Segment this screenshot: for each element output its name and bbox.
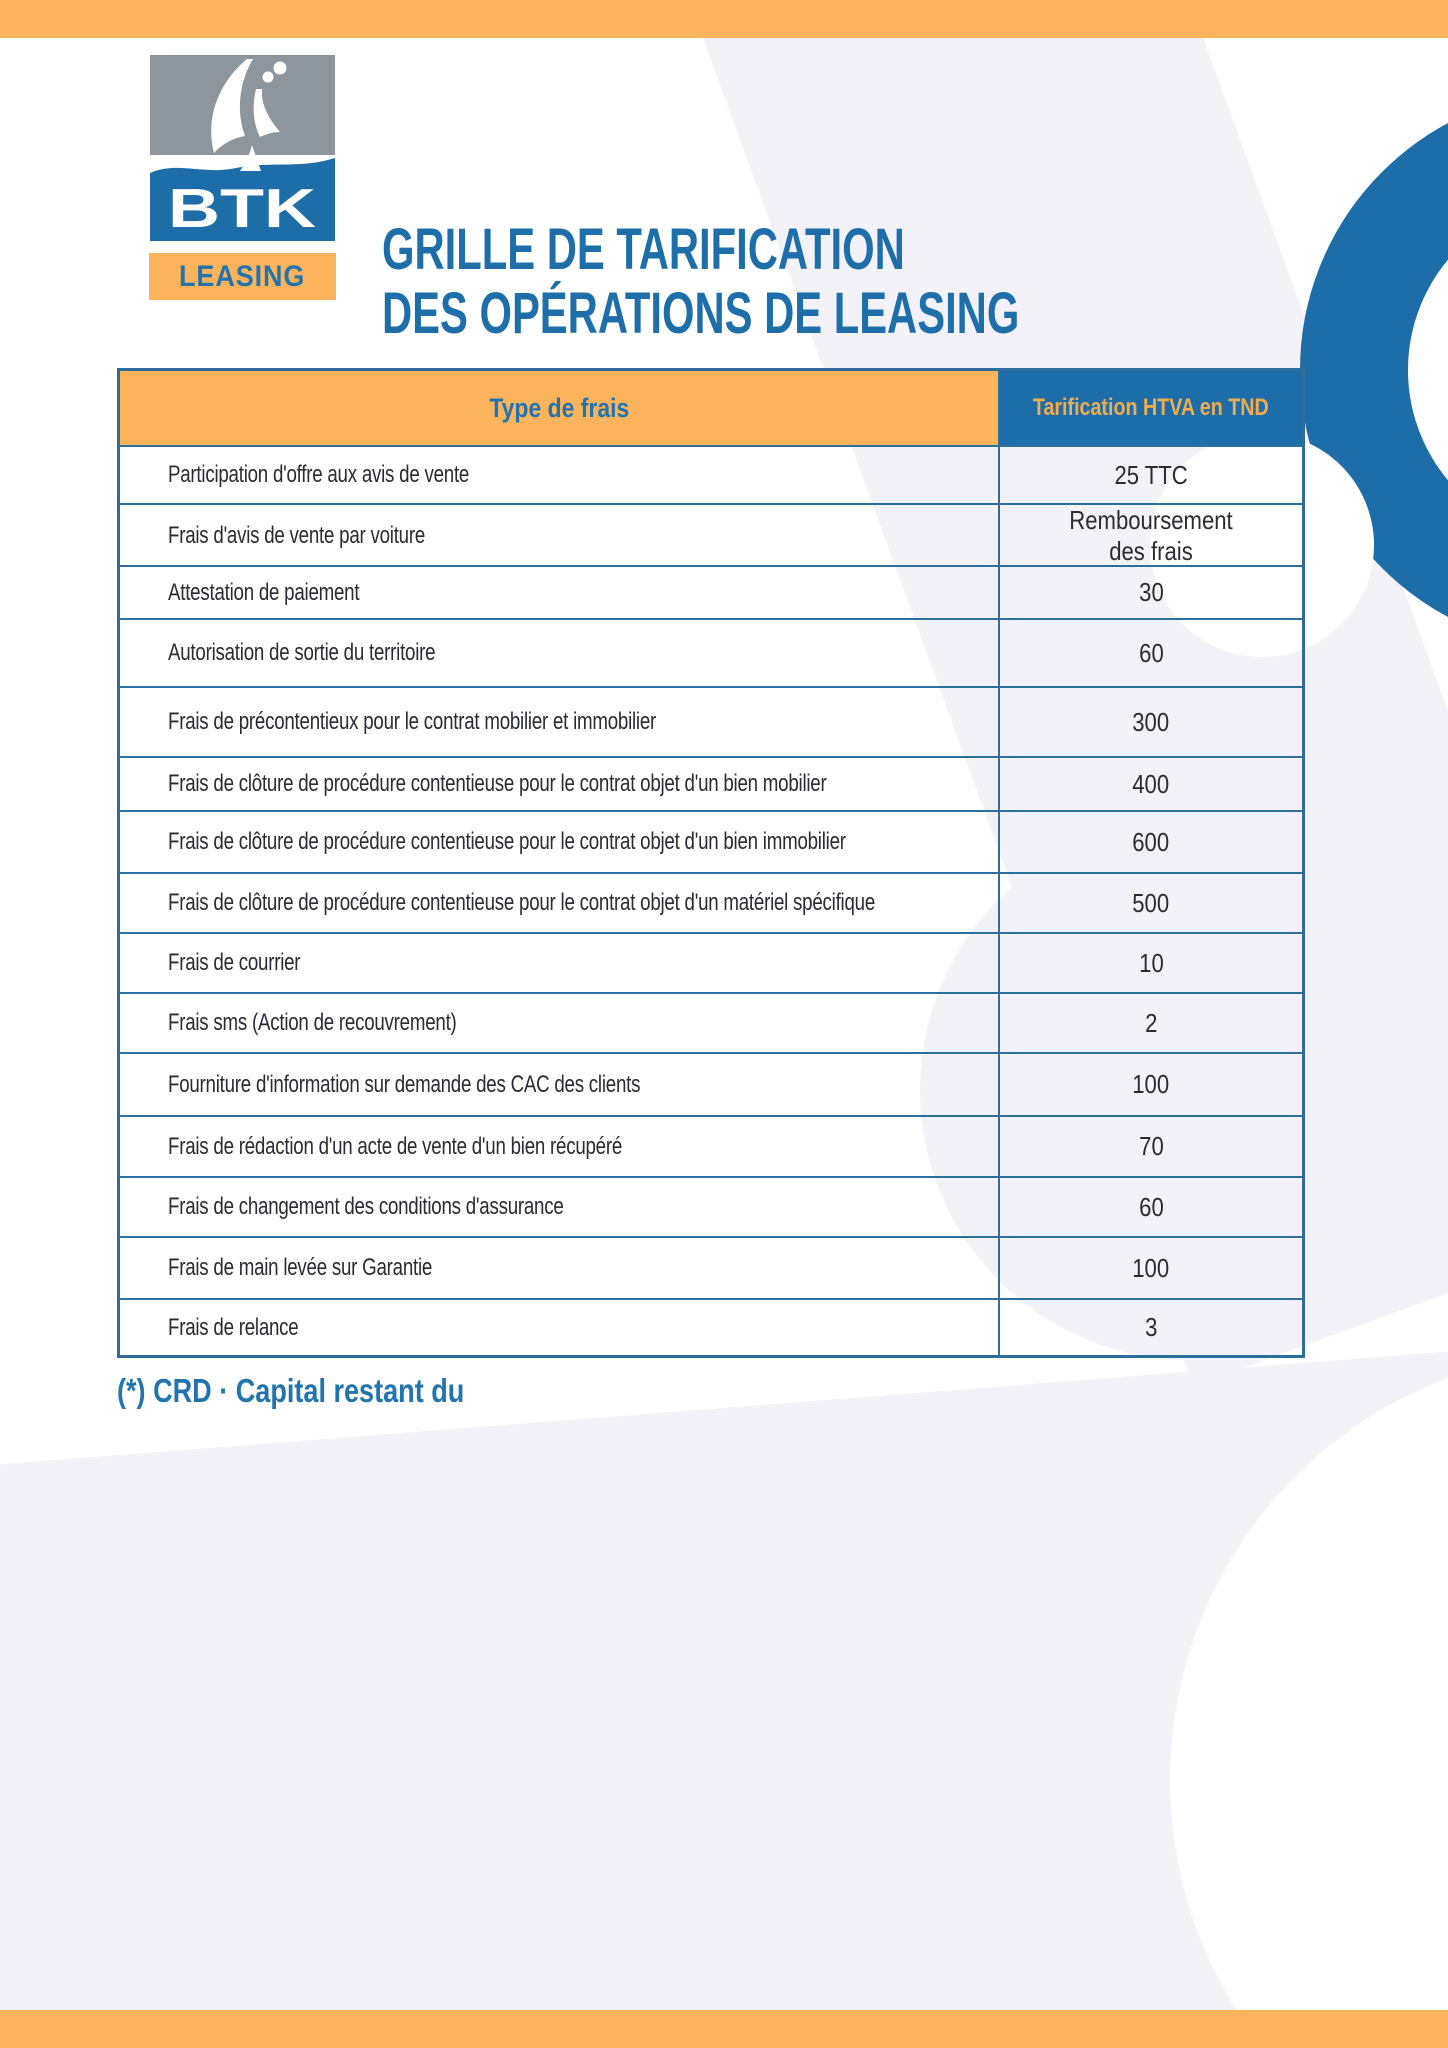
fee-amount-cell: Remboursement des frais: [1069, 505, 1233, 566]
table-row: [120, 503, 1302, 565]
fee-amount-cell: 2: [1144, 1007, 1158, 1038]
logo-brand-text: BTK: [168, 177, 317, 239]
fee-type-cell: Frais de main levée sur Garantie: [120, 1238, 1000, 1298]
fee-amount-cell: 60: [1138, 637, 1164, 668]
table-row: [120, 618, 1302, 686]
fee-type-cell: Frais de relance: [120, 1300, 1000, 1355]
fee-amount-cell: 100: [1132, 1069, 1170, 1099]
table-row: [120, 810, 1302, 872]
bottom-accent-bar: [0, 2010, 1448, 2048]
table-row: [120, 1298, 1302, 1355]
page-title-line1: GRILLE DE TARIFICATION: [382, 217, 905, 282]
fee-amount-cell: 60: [1138, 1191, 1164, 1222]
fee-amount-cell: 70: [1138, 1131, 1164, 1161]
table-row: [120, 565, 1302, 618]
fee-type-cell: Frais de rédaction d'un acte de vente d'un bien récupéré: [120, 1117, 1000, 1176]
fee-amount-cell: 500: [1132, 887, 1170, 918]
fee-type-cell: Frais de changement des conditions d'assurance: [120, 1178, 1000, 1236]
table-row: [120, 872, 1302, 932]
btk-logo-graphic: [150, 55, 335, 241]
fee-type-cell: Fourniture d'information sur demande des CAC des clients: [120, 1054, 1000, 1115]
top-accent-bar: [0, 0, 1448, 38]
table-row: [120, 932, 1302, 992]
fee-type-cell: Frais de clôture de procédure contentieuse pour le contrat objet d'un bien mobilier: [120, 758, 1000, 810]
table-row: [120, 1052, 1302, 1115]
page-title-line2: DES OPÉRATIONS DE LEASING: [382, 281, 1020, 346]
fee-amount-cell: 400: [1132, 768, 1170, 799]
table-body: [120, 447, 1302, 1355]
table-row: [120, 1176, 1302, 1236]
fee-amount-cell: 3: [1144, 1312, 1158, 1342]
fee-amount-cell: 25 TTC: [1114, 459, 1188, 490]
fee-amount-cell: 100: [1132, 1252, 1170, 1283]
pricing-table: [117, 368, 1305, 1358]
btk-logo: [150, 55, 335, 241]
fee-type-cell: Participation d'offre aux avis de vente: [120, 447, 1000, 503]
fee-amount-cell: 30: [1138, 577, 1164, 607]
page-title: [382, 218, 1267, 346]
table-row: [120, 447, 1302, 503]
table-row: [120, 686, 1302, 756]
logo-leasing-text: LEASING: [179, 259, 306, 293]
table-row: [120, 1115, 1302, 1176]
fee-type-cell: Frais de clôture de procédure contentieuse pour le contrat objet d'un bien immobilier: [120, 812, 1000, 872]
table-row: [120, 1236, 1302, 1298]
col-header-fee-type: Type de frais: [120, 371, 1000, 445]
table-row: [120, 756, 1302, 810]
logo-leasing-badge: [149, 253, 336, 300]
footnote: [117, 1372, 541, 1410]
fee-amount-cell: 600: [1132, 826, 1170, 857]
fee-type-cell: Attestation de paiement: [120, 567, 1000, 618]
fee-amount-cell: 10: [1138, 947, 1164, 978]
table-row: [120, 992, 1302, 1052]
fee-type-cell: Frais de précontentieux pour le contrat mobilier et immobilier: [120, 688, 1000, 756]
fee-type-cell: Frais de clôture de procédure contentieuse pour le contrat objet d'un matériel spécifique: [120, 874, 1000, 932]
fee-amount-cell: 300: [1132, 706, 1170, 737]
fee-type-cell: Autorisation de sortie du territoire: [120, 620, 1000, 686]
table-header: [120, 371, 1302, 447]
fee-type-cell: Frais d'avis de vente par voiture: [120, 505, 1000, 567]
fee-type-cell: Frais de courrier: [120, 934, 1000, 992]
col-header-tarification: Tarification HTVA en TND: [1000, 371, 1302, 445]
fee-type-cell: Frais sms (Action de recouvrement): [120, 994, 1000, 1052]
footnote-text: (*) CRD · Capital restant du: [117, 1372, 465, 1409]
